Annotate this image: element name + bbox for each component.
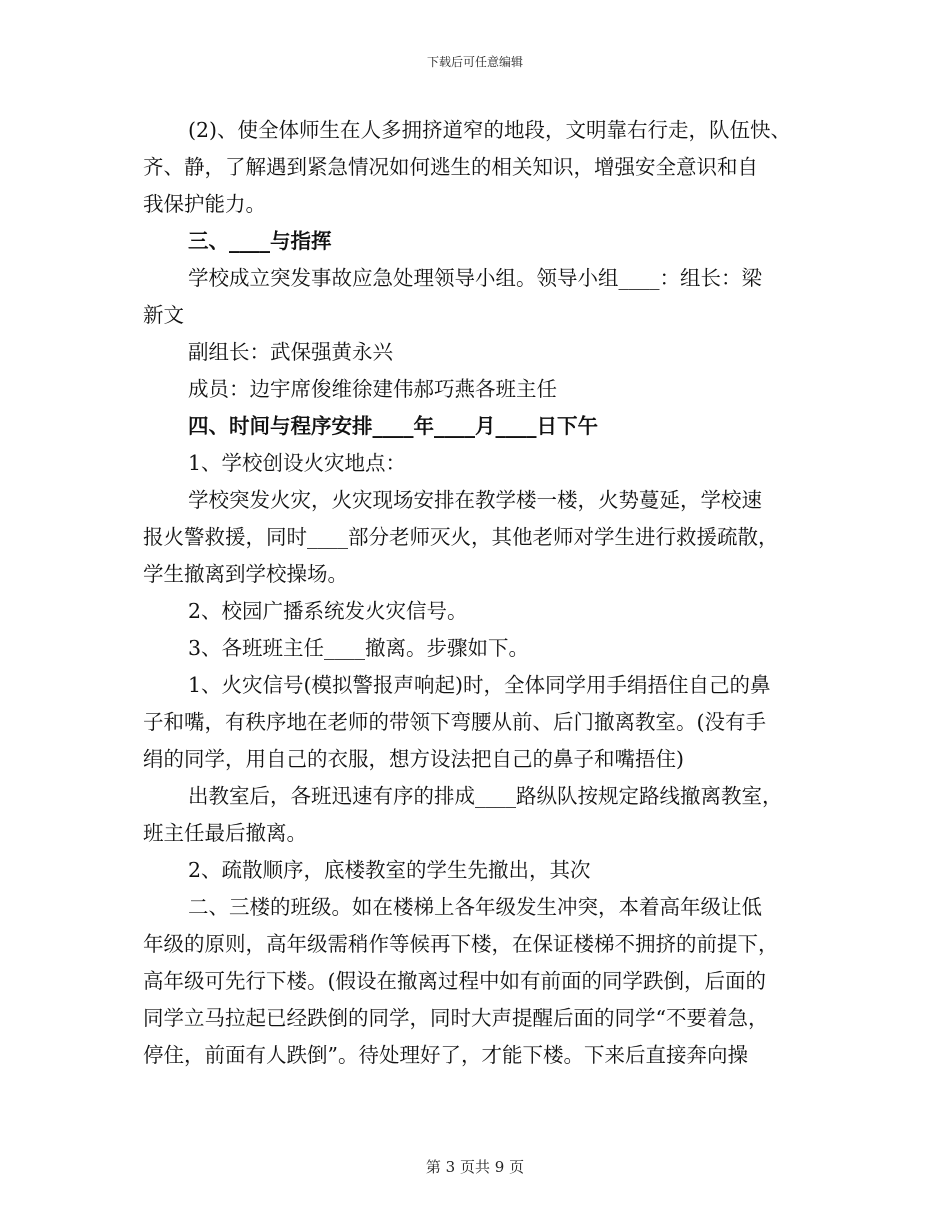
section-heading-organization: 三、____与指挥 (188, 229, 332, 253)
paragraph-members: 成员：边宇席俊维徐建伟郝巧燕各班主任 (188, 377, 557, 401)
paragraph-deputy-leaders: 副组长：武保强黄永兴 (188, 340, 393, 364)
paragraph-teacher-evacuation: 3、各班班主任____撤离。步骤如下。 (188, 636, 530, 660)
paragraph-fire-scenario: 学校突发火灾，火灾现场安排在教学楼一楼，火势蔓延，学校速 报火警救援，同时____部分老师灭火，其他老师对学生进行救援疏散， 学生撤离到学校操场。 (143, 488, 779, 586)
paragraph-fire-location-title: 1、学校创设火灾地点： (188, 451, 407, 475)
paragraph-safety-goal: (2)、使全体师生在人多拥挤道窄的地段，文明靠右行走，队伍快、 齐、静，了解遇到紧急情况如何逃生的相关知识，增强安全意识和自 我保护能力。 (143, 118, 792, 216)
paragraph-leadership-group: 学校成立突发事故应急处理领导小组。领导小组____：组长：梁 新文 (143, 266, 762, 327)
paragraph-evacuation-order: 2、疏散顺序，底楼教室的学生先撤出，其次 (188, 858, 591, 882)
document-body (143, 112, 808, 1074)
paragraph-stair-priority: 二、三楼的班级。如在楼梯上各年级发生冲突，本着高年级让低 年级的原则，高年级需稍作等候再下楼，在保证楼梯不拥挤的前提下， 高年级可先行下楼。(假设在撤离过程中如有前面的同学跌倒，后面的 同学立马拉起已经跌倒的同学，同时大声提醒后面的同学“不要着急， 停住，前面有人跌倒”。待处理好了，才能下楼。下来后直接奔向操 (143, 895, 779, 1067)
page-footer: 第 3 页共 9 页 (425, 1158, 525, 1176)
paragraph-leave-classroom: 出教室后，各班迅速有序的排成____路纵队按规定路线撤离教室， 班主任最后撤离。 (143, 784, 783, 845)
section-heading-schedule: 四、时间与程序安排____年____月____日下午 (188, 414, 598, 438)
page-header: 下载后可任意编辑 (426, 55, 523, 69)
paragraph-fire-signal-steps: 1、火灾信号(模拟警报声响起)时，全体同学用手绢捂住自己的鼻 子和嘴，有秩序地在老师的带领下弯腰从前、后门撤离教室。(没有手 绢的同学，用自己的衣服，想方设法把自己的鼻子和嘴捂住) (143, 673, 771, 771)
paragraph-broadcast-signal: 2、校园广播系统发火灾信号。 (188, 599, 468, 623)
